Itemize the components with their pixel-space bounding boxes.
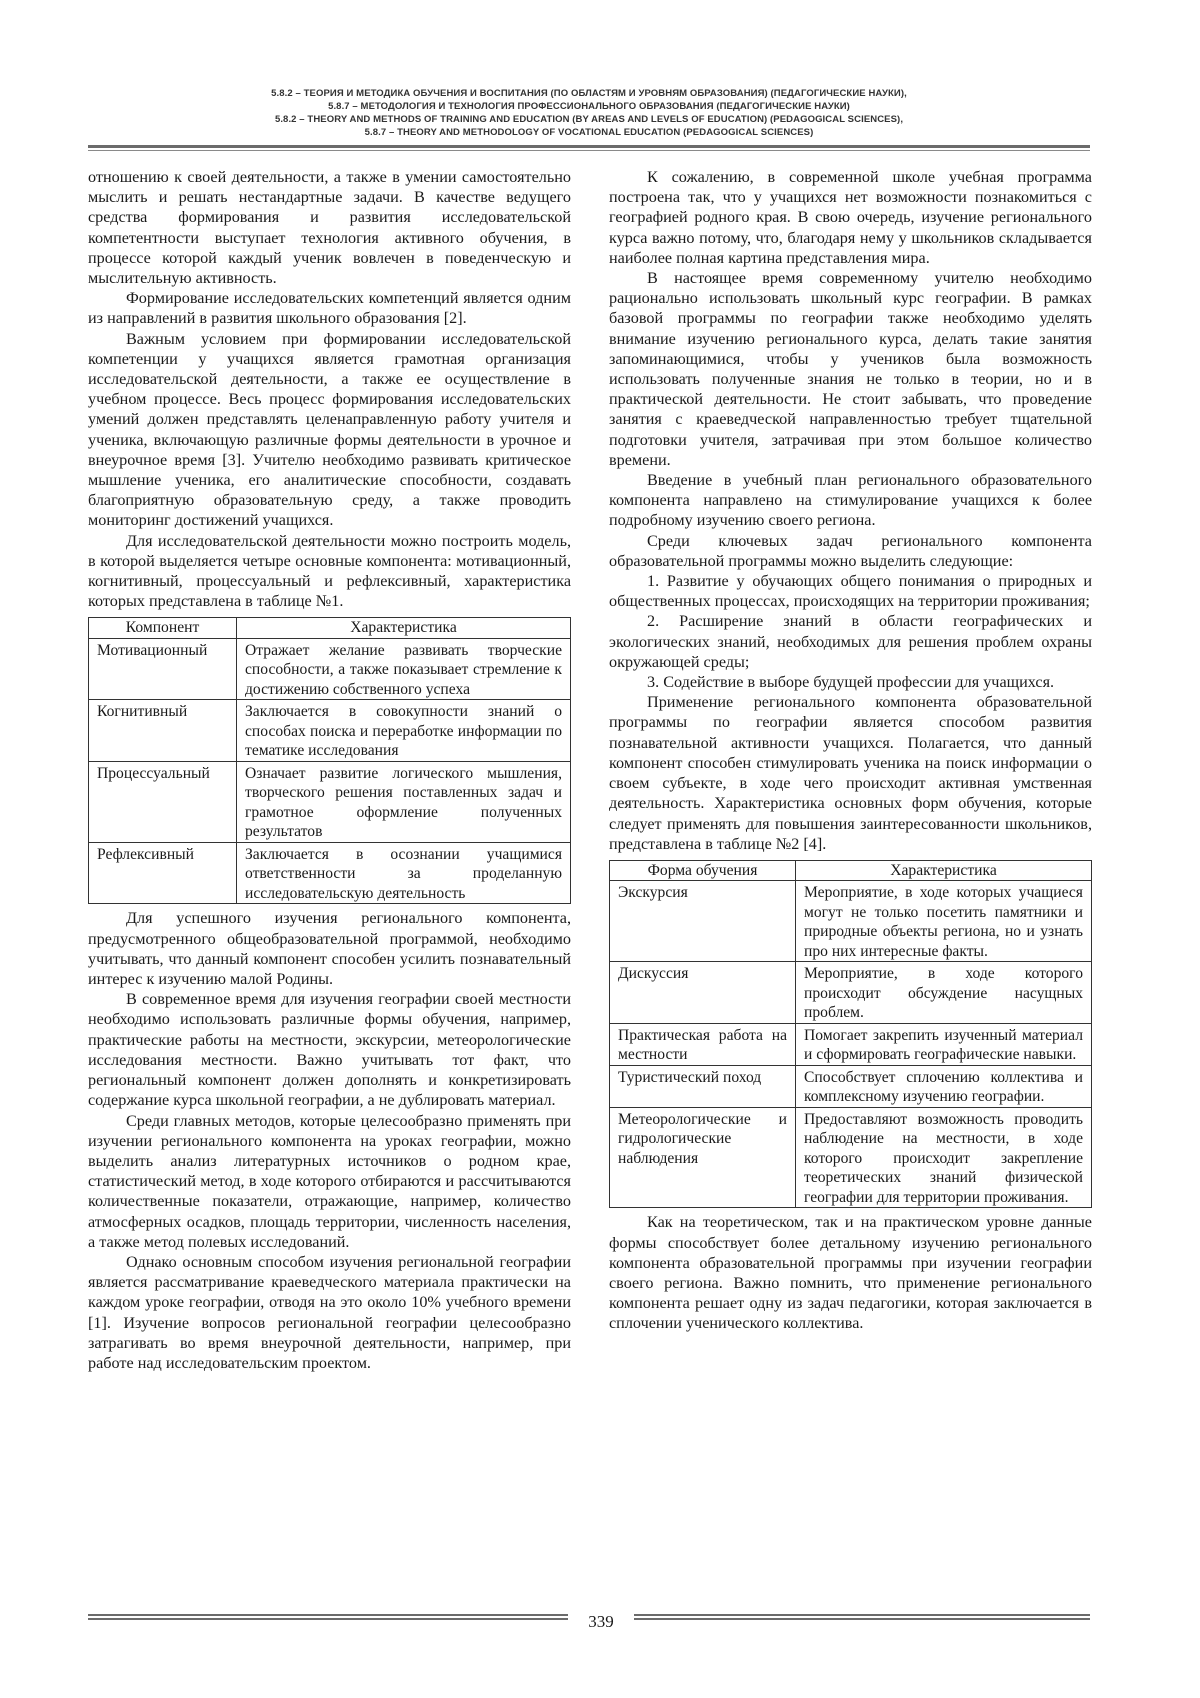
footer-rule-right [634,1614,1090,1623]
table-row [610,881,1092,962]
paragraph: Применение регионального компонента образовательной программы по географии является способом развития познавательной активности учащихся. Полагается, что данный компонент способен стимулировать ученика на поиск информации о своем субъекте, в ходе чего происходит активная умственная деятельность. Характеристика основных форм обучения, которые следует применять для повышения заинтересованности школьников, представлена в таблице №2 [4]. [609,693,1092,853]
paragraph: Среди ключевых задач регионального компонента образовательной программы можно выделить следующие: [609,531,1092,570]
table-cell: Мотивационный [89,638,237,700]
table-cell: Отражает желание развивать творческие способности, а также показывает стремление к достижению собственного успеха [237,638,571,700]
paragraph: Для успешного изучения регионального компонента, предусмотренного общеобразовательной программой, необходимо учитывать, что данный компонент способен усилить познавательный интерес к изучению малой Родины. [88,909,571,989]
paragraph: Введение в учебный план регионального образовательного компонента направлено на стимулирование учащихся к более подробному изучению своего региона. [609,471,1092,530]
paragraph: Важным условием при формировании исследовательской компетенции у учащихся является грамотная организация исследовательской деятельности, а также ее осуществление в учебном процессе. Весь процесс формирования исследовательских умений должен представлять целенаправленную работу учителя и ученика, включающую различные формы деятельности в урочное и внеурочное время [3]. Учителю необходимо развивать критическое мышление ученика, его аналитические способности, создавать благоприятную образовательную среду, а также проводить мониторинг достижений учащихся. [88,329,571,530]
table-cell: Мероприятие, в ходе которых учащиеся могут не только посетить памятники и природные объекты региона, но и узнать про них интересные факты. [796,881,1092,962]
table-header-cell: Компонент [89,618,237,639]
table-row [610,1065,1092,1107]
paragraph: Для исследовательской деятельности можно построить модель, в которой выделяется четыре основные компонента: мотивационный, когнитивный, процессуальный и рефлексивный, характеристика которых представлена в таблице №1. [88,531,571,611]
paragraph: Однако основным способом изучения региональной географии является рассматривание краеведческого материала практически на каждом уроке географии, отводя на это около 10% учебного времени [1]. Изучение вопросов региональной географии целесообразно затрагивать во время внеурочной деятельности, например, при работе над исследовательским проектом. [88,1252,571,1372]
table-header-cell: Характеристика [237,618,571,639]
table-cell: Процессуальный [89,761,237,842]
table-cell: Мероприятие, в ходе которого происходит обсуждение насущных проблем. [796,962,1092,1024]
table-1 [88,617,571,904]
header-line-4: 5.8.7 – THEORY AND METHODOLOGY OF VOCATIONAL EDUCATION (PEDAGOGICAL SCIENCES) [364,127,814,138]
table-cell: Дискуссия [610,962,796,1024]
table-cell: Метеорологические и гидрологические наблюдения [610,1107,796,1208]
running-header [88,87,1090,139]
right-column [609,167,1092,1334]
table-row [610,1107,1092,1208]
table-cell: Заключается в осознании учащимися ответственности за проделанную исследовательскую деятельность [237,842,571,904]
header-line-1: 5.8.2 – ТЕОРИЯ И МЕТОДИКА ОБУЧЕНИЯ И ВОСПИТАНИЯ (ПО ОБЛАСТЯМ И УРОВНЯМ ОБРАЗОВАНИЯ) (ПЕДАГОГИЧЕСКИЕ НАУКИ), [271,88,907,99]
list-item: 3. Содействие в выборе будущей профессии для учащихся. [647,673,1055,692]
paragraph: Формирование исследовательских компетенций является одним из направлений в развития школьного образования [2]. [88,289,571,328]
table-row [89,638,571,700]
table-header-cell: Характеристика [796,860,1092,881]
paragraph: В современное время для изучения географии своей местности необходимо использовать различные формы обучения, например, практические работы на местности, экскурсии, метеорологические исследования местности. Важно учитывать тот факт, что региональный компонент должен дополнять и конкретизировать содержание курса школьной географии, а не дублировать материал. [88,990,571,1110]
table-row [610,962,1092,1024]
table-row [89,842,571,904]
table-header-row [89,618,571,639]
table-row [89,700,571,762]
header-rule-thin [88,150,1090,151]
footer-rule-left [88,1614,568,1623]
table-cell: Экскурсия [610,881,796,962]
table-cell: Когнитивный [89,700,237,762]
table-cell: Рефлексивный [89,842,237,904]
page-number: 339 [588,1612,614,1631]
paragraph: Как на теоретическом, так и на практическом уровне данные формы способствует более детальному изучению регионального компонента образовательной программы при изучении географии своего региона. Важно помнить, что применение регионального компонента решает одну из задач педагогики, которая заключается в сплочении ученического коллектива. [609,1213,1092,1333]
table-cell: Практическая работа на местности [610,1023,796,1065]
table-header-row [610,860,1092,881]
list-item: 1. Развитие у обучающих общего понимания о природных и общественных процессах, происходящих на территории проживания; [609,572,1092,611]
table-cell: Способствует сплочению коллектива и комплексному изучению географии. [796,1065,1092,1107]
table-cell: Предоставляют возможность проводить наблюдение на местности, в ходе которого происходит закрепление теоретических знаний физической географии для территории проживания. [796,1107,1092,1208]
paragraph: К сожалению, в современной школе учебная программа построена так, что у учащихся нет возможности познакомиться с географией родного края. В свою очередь, изучение регионального курса важно потому, что, благодаря нему у школьников складывается наиболее полная картина представления мира. [609,168,1092,267]
header-line-2: 5.8.7 – МЕТОДОЛОГИЯ И ТЕХНОЛОГИЯ ПРОФЕССИОНАЛЬНОГО ОБРАЗОВАНИЯ (ПЕДАГОГИЧЕСКИЕ НАУКИ) [328,101,850,112]
table-cell: Заключается в совокупности знаний о способах поиска и переработке информации по тематике исследования [237,700,571,762]
table-2 [609,860,1092,1209]
paragraph: В настоящее время современному учителю необходимо рационально использовать школьный курс географии. В рамках базовой программы по географии также необходимо уделять внимание изучению регионального курса, делать такие занятия запоминающимися, чтобы у учеников была возможность использовать полученные знания не только в теории, но и в практической деятельности. Не стоит забывать, что проведение занятия с краеведческой направленностью требует тщательной подготовки учителя, затрачивая при этом большое количество времени. [609,269,1092,469]
header-rule-thick [88,145,1090,148]
table-cell: Туристический поход [610,1065,796,1107]
table-row [89,761,571,842]
table-row [610,1023,1092,1065]
header-line-3: 5.8.2 – THEORY AND METHODS OF TRAINING AND EDUCATION (BY AREAS AND LEVELS OF EDUCATION) (PEDAGOGICAL SCIENCES), [274,114,904,125]
table-cell: Помогает закрепить изученный материал и сформировать географические навыки. [796,1023,1092,1065]
table-cell: Означает развитие логического мышления, творческого решения поставленных задач и грамотное оформление полученных результатов [237,761,571,842]
table-header-cell: Форма обучения [610,860,796,881]
list-item: 2. Расширение знаний в области географических и экологических знаний, необходимых для решения проблем охраны окружающей среды; [609,612,1092,671]
paragraph: отношению к своей деятельности, а также в умении самостоятельно мыслить и решать нестандартные задачи. В качестве ведущего средства формирования и развития исследовательской компетентности выступает технология активного обучения, в процессе которой каждый ученик вовлечен в поведенческую и мыслительную активность. [88,168,571,288]
paragraph: Среди главных методов, которые целесообразно применять при изучении регионального компонента на уроках географии, можно выделить анализ литературных источников о родном крае, статистический метод, в ходе которого отбираются и рассчитываются количественные показатели, отражающие, например, количество атмосферных осадков, площадь территории, численность населения, а также метод полевых исследований. [88,1111,571,1251]
left-column [88,167,571,1373]
